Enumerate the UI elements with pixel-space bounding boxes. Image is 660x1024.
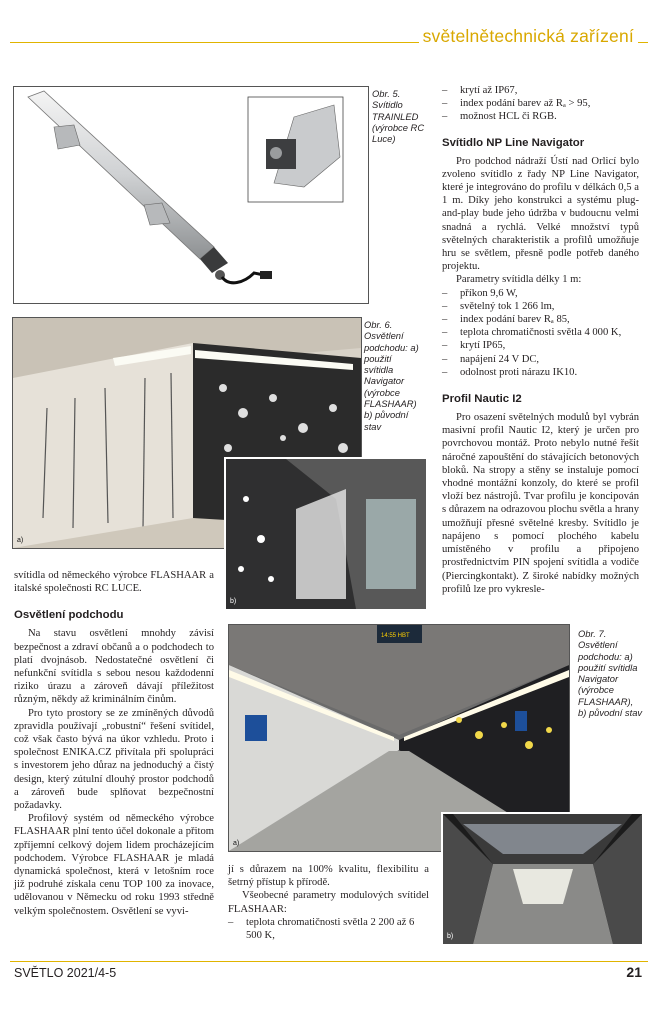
list-item: – index podání barev až Rₐ > 95, — [442, 97, 639, 110]
figure-5-caption: Obr. 5. Svítidlo TRAINLED (výrobce RC Luce) — [372, 88, 425, 145]
figure-7b-photo — [441, 812, 644, 946]
paragraph-3: Profilový systém od německého výrobce FLASHAAR plní tento účel dokonale a přitom zpříjemní celkový dojem lidem procházejícím podchodem. Výrobce FLASHAAR je mladá dynamická společnost, která v letošním roce již podruhé získala cenu TOP 100 za inovace, udělovanou v Německu od roku 1993 středně velkým společnostem. Osvětlení se vyvi- — [14, 813, 214, 917]
paragraph-navigator: Pro podchod nádraží Ústí nad Orlicí bylo zvoleno svítidlo z řady NP Line Navigator, které je integrováno do profilu v délkách 0,5 a 1 m. Díky jeho konstrukci a systému plug-and-play bude jeho údržba v budoucnu velmi snadná a rychlá. Velké množství typů světelných charakteristik a profilů umožňuje hru se světlem, přesně podle potřeb daného projektu. — [442, 155, 639, 273]
list-item: – teplota chromatičnosti světla 4 000 K, — [442, 326, 639, 339]
left-column — [14, 569, 214, 918]
feature-list-2 — [442, 287, 639, 379]
paragraph-nautic: Pro osazení světelných modulů byl vybrán masivní profil Nautic I2, který je určen pro povrchovou montáž. Proto nebylo nutné řešit náročné zapouštění do stávajících betonových bloků. Na stropy a stěny se instaluje pomocí vhodné montážní konzoly, do které se profil vloží bez nástrojů. Tvar profilu je koncipován s důrazem na odrazovou plochu světla a hrany umožňují přesné světelné kresby. Svítidlo je napájeno s pomocí plochého kabelu umístěného v profilu a připojeno prostřednictvím PIN spojení svítidla a vodiče (Piercingkontakt). Z široké nabídky možných profilů lze pro vykresle- — [442, 412, 639, 595]
page-number: 21 — [626, 964, 642, 980]
figure-6b-photo — [224, 457, 428, 611]
list-item: – příkon 9,6 W, — [442, 287, 639, 300]
paragraph-continuation: jí s důrazem na 100% kvalitu, flexibilitu a šetrný přístup k přírodě. — [228, 864, 429, 889]
list-item: – teplota chromatičnosti světla 2 200 až 6 500 K, — [228, 916, 429, 942]
heading-osvetleni-podchodu: Osvětlení podchodu — [14, 609, 124, 622]
paragraph-2: Pro tyto prostory se ze zmíněných důvodů zpravidla používají „robustní“ řešení svítidel, což však často bývá na úkor vzhledu. Proto i společnost ENIKA.CZ přivítala při spolupráci s investorem jeho důraz na jednoduchý a čistý design, který zútulní dlouhý prostor podchodů a zároveň bude splňovat bezpečnostní požadavky. — [14, 707, 214, 812]
heading-profil-nautic: Profil Nautic I2 — [442, 393, 522, 406]
underpass-original-state-illustration — [443, 814, 642, 944]
footer-rule — [10, 961, 648, 962]
feature-list-3 — [228, 916, 429, 942]
list-item: – krytí IP65, — [442, 339, 639, 352]
list-item: – odolnost proti nárazu IK10. — [442, 366, 639, 379]
figure-5-photo — [13, 86, 369, 304]
figure-7-caption: Obr. 7. Osvětlení podchodu: a) použití svítidla Navigator (výrobce FLASHAAR), b) původní stav — [578, 628, 643, 719]
list-item: – světelný tok 1 266 lm, — [442, 300, 639, 313]
params-intro: Parametry svítidla délky 1 m: — [456, 274, 582, 286]
paragraph-general-params: Všeobecné parametry modulových svítidel FLASHAAR: — [228, 890, 429, 915]
figure-7a-label: a) — [233, 840, 240, 847]
list-item: – napájení 24 V DC, — [442, 353, 639, 366]
section-title: světelnětechnická zařízení — [419, 26, 638, 47]
bottom-middle-text — [228, 863, 429, 942]
list-item: – krytí až IP67, — [442, 84, 639, 97]
figure-6a-label: a) — [17, 537, 24, 544]
list-item: – možnost HCL či RGB. — [442, 110, 639, 123]
paragraph-intro-end: svítidla od německého výrobce FLASHAAR a italské společnosti RC LUCE. — [14, 570, 214, 595]
figure-6b-label: b) — [230, 598, 237, 605]
paragraph-1: Na stavu osvětlení mnohdy závisí bezpečnost a zdraví občanů a o podchodech to platí dvojnásob. Nedostatečné osvětlení či nefunkční svítidla s sebou nesou každodenní riziko úrazu a zároveň dávají příležitost různým, někdy až kriminálním činům. — [14, 628, 214, 706]
trainled-luminaire-illustration — [14, 87, 368, 303]
figure-7b-label: b) — [447, 933, 454, 940]
figure-6-caption: Obr. 6. Osvětlení podchodu: a) použití svítidla Navigator (výrobce FLASHAAR) b) původní stav — [364, 319, 419, 432]
departure-display: 14:55 HBT — [381, 633, 410, 639]
underpass-original-illustration — [226, 459, 426, 609]
right-column-upper — [442, 84, 639, 596]
journal-issue: SVĚTLO 2021/4-5 — [14, 966, 117, 980]
heading-np-line-navigator: Svítidlo NP Line Navigator — [442, 136, 585, 149]
list-item: – index podání barev Rₐ 85, — [442, 313, 639, 326]
feature-list-1 — [442, 84, 639, 124]
